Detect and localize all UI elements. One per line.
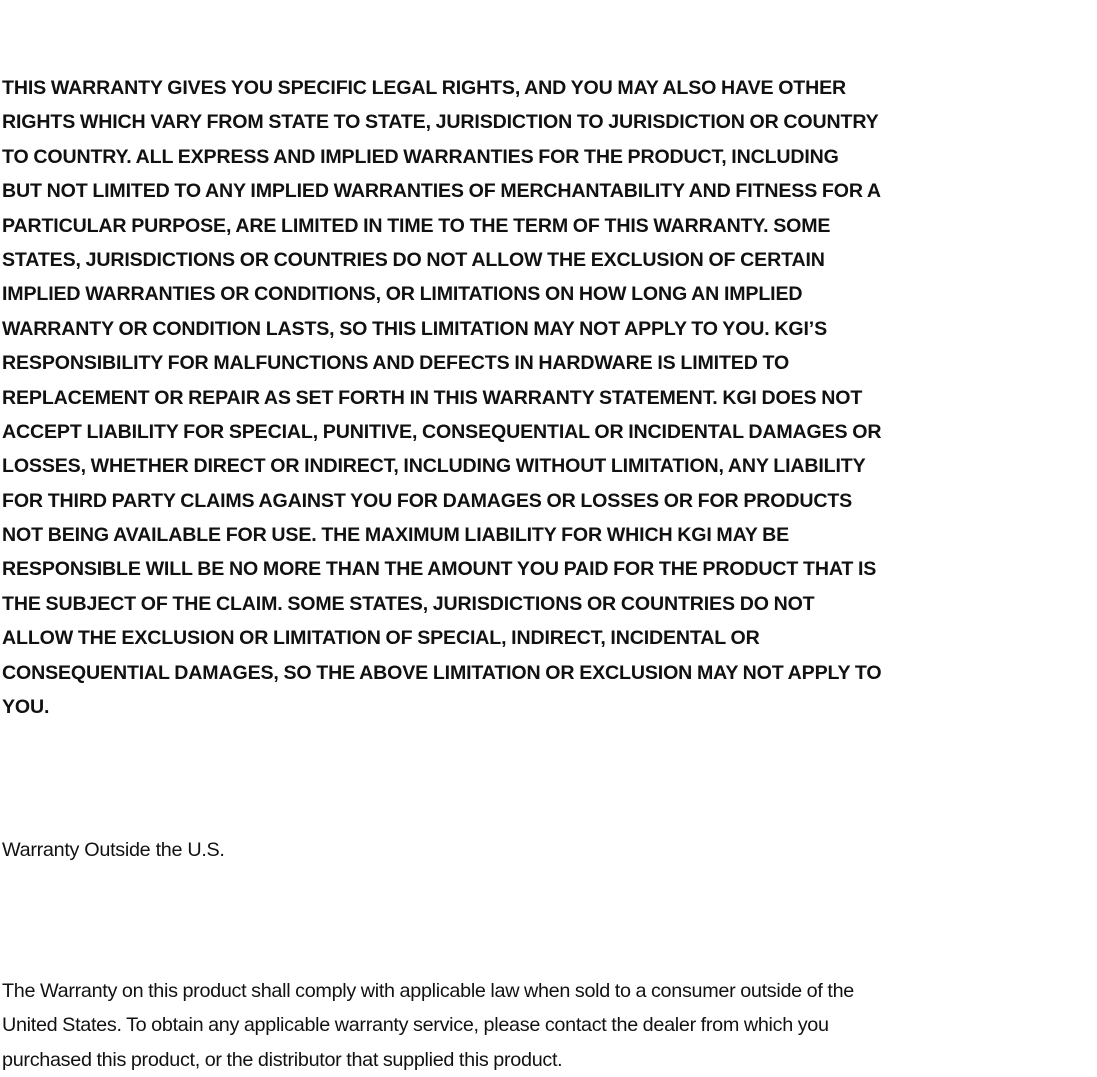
disclaimer-line: RESPONSIBILITY FOR MALFUNCTIONS AND DEFECTS IN HARDWARE IS LIMITED TO	[2, 352, 790, 375]
disclaimer-line: ACCEPT LIABILITY FOR SPECIAL, PUNITIVE, CONSEQUENTIAL OR INCIDENTAL DAMAGES OR	[2, 420, 882, 443]
disclaimer-line: REPLACEMENT OR REPAIR AS SET FORTH IN THIS WARRANTY STATEMENT. KGI DOES NOT	[2, 386, 863, 409]
disclaimer-line: YOU.	[2, 696, 50, 719]
disclaimer-line: FOR THIRD PARTY CLAIMS AGAINST YOU FOR DAMAGES OR LOSSES OR FOR PRODUCTS	[2, 489, 853, 512]
disclaimer-line: LOSSES, WHETHER DIRECT OR INDIRECT, INCLUDING WITHOUT LIMITATION, ANY LIABILITY	[2, 455, 866, 478]
disclaimer-line: STATES, JURISDICTIONS OR COUNTRIES DO NOT ALLOW THE EXCLUSION OF CERTAIN	[2, 248, 825, 271]
disclaimer-line: RIGHTS WHICH VARY FROM STATE TO STATE, JURISDICTION TO JURISDICTION OR COUNTRY	[2, 111, 879, 134]
disclaimer-line: CONSEQUENTIAL DAMAGES, SO THE ABOVE LIMITATION OR EXCLUSION MAY NOT APPLY TO	[2, 661, 882, 684]
paragraph-line: United States. To obtain any applicable warranty service, please contact the dealer from which you	[2, 1014, 829, 1037]
paragraph-line: purchased this product, or the distributor that supplied this product.	[2, 1048, 563, 1071]
disclaimer-line: BUT NOT LIMITED TO ANY IMPLIED WARRANTIES OF MERCHANTABILITY AND FITNESS FOR A	[2, 180, 881, 203]
outside-us-paragraph	[2, 974, 1097, 1077]
disclaimer-line: THE SUBJECT OF THE CLAIM. SOME STATES, JURISDICTIONS OR COUNTRIES DO NOT	[2, 592, 815, 615]
disclaimer-line: ALLOW THE EXCLUSION OR LIMITATION OF SPECIAL, INDIRECT, INCIDENTAL OR	[2, 627, 760, 650]
warranty-disclaimer-paragraph	[2, 71, 1097, 724]
disclaimer-line: IMPLIED WARRANTIES OR CONDITIONS, OR LIMITATIONS ON HOW LONG AN IMPLIED	[2, 283, 803, 306]
disclaimer-line: WARRANTY OR CONDITION LASTS, SO THIS LIMITATION MAY NOT APPLY TO YOU. KGI’S	[2, 317, 827, 340]
disclaimer-line: PARTICULAR PURPOSE, ARE LIMITED IN TIME TO THE TERM OF THIS WARRANTY. SOME	[2, 214, 831, 237]
disclaimer-line: THIS WARRANTY GIVES YOU SPECIFIC LEGAL RIGHTS, AND YOU MAY ALSO HAVE OTHER	[2, 77, 847, 99]
disclaimer-line: NOT BEING AVAILABLE FOR USE. THE MAXIMUM LIABILITY FOR WHICH KGI MAY BE	[2, 524, 790, 547]
disclaimer-line: RESPONSIBLE WILL BE NO MORE THAN THE AMOUNT YOU PAID FOR THE PRODUCT THAT IS	[2, 558, 877, 581]
paragraph-line: The Warranty on this product shall comply with applicable law when sold to a consumer outside of the	[2, 980, 854, 1002]
section-heading: Warranty Outside the U.S.	[2, 839, 225, 861]
disclaimer-line: TO COUNTRY. ALL EXPRESS AND IMPLIED WARRANTIES FOR THE PRODUCT, INCLUDING	[2, 145, 839, 168]
